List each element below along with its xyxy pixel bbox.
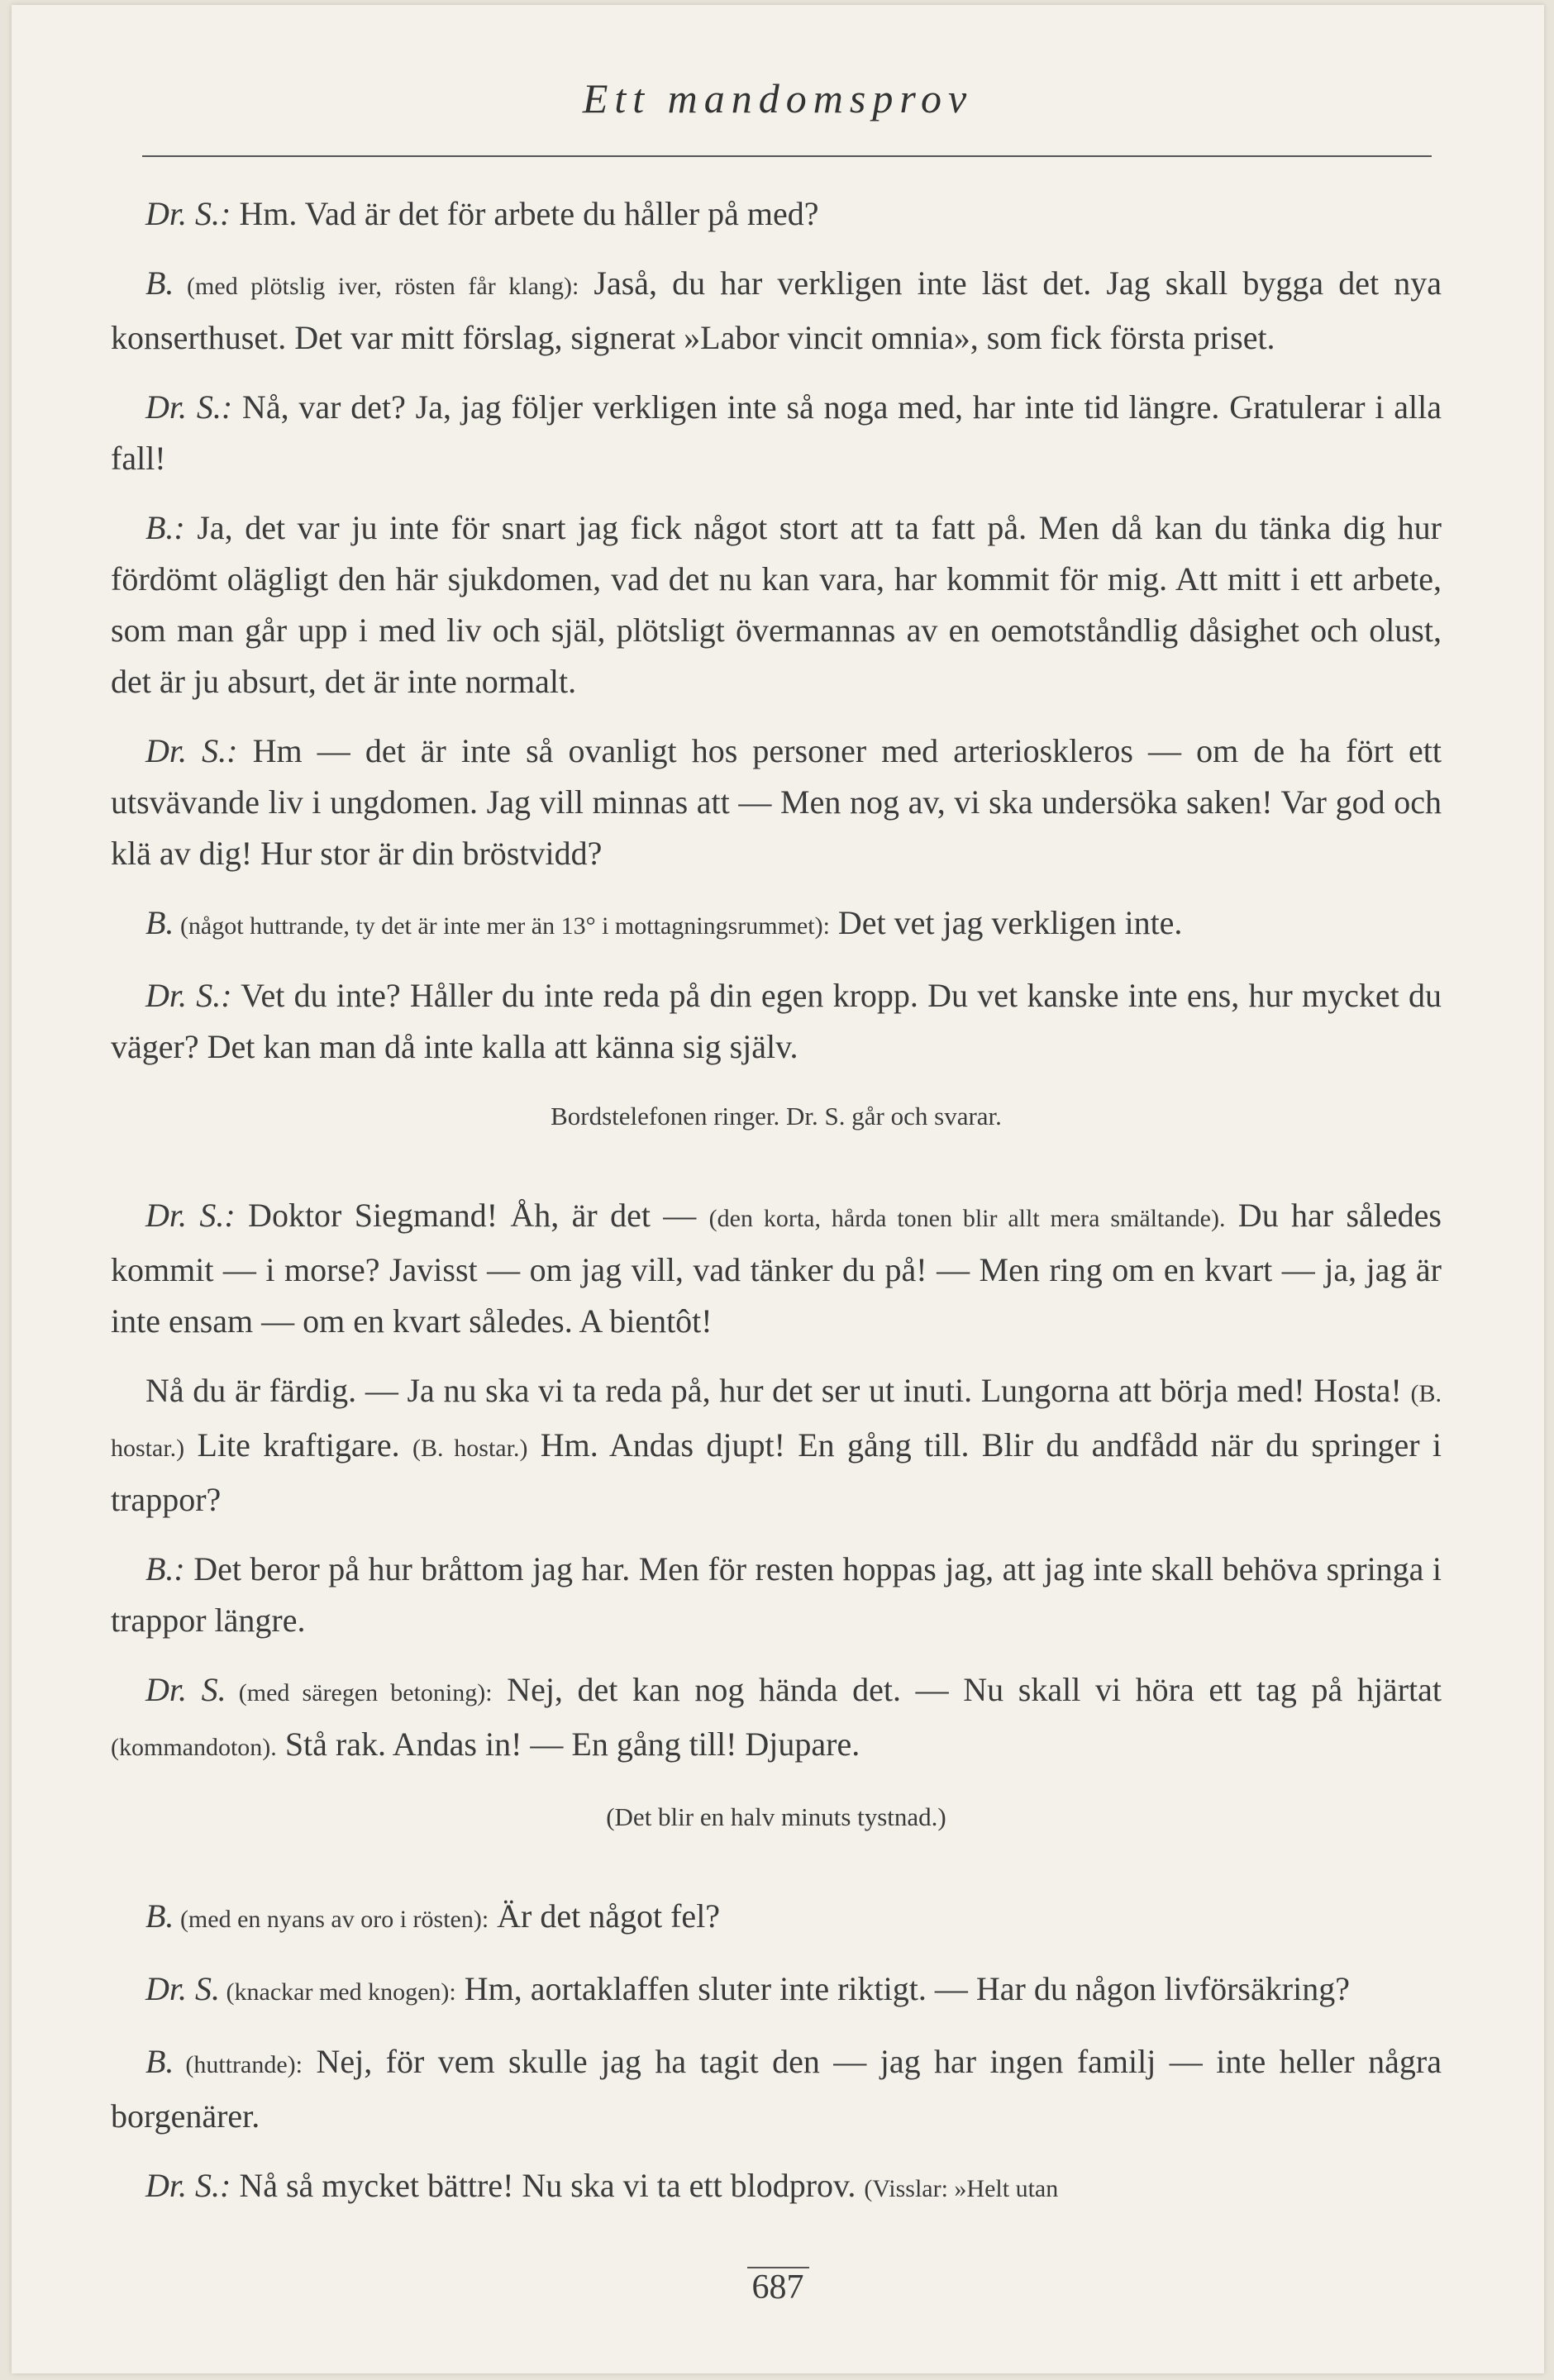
- stage-direction: (B. hostar.): [412, 1435, 528, 1462]
- dialogue-text: Det vet jag verkligen inte.: [829, 904, 1183, 941]
- stage-direction: (något huttrande, ty det är inte mer än 13° i mottagningsrummet):: [174, 912, 830, 940]
- dialogue-paragraph: [111, 502, 1442, 707]
- dialogue-text: Jaså, du har verkligen inte läst det. Jag skall bygga det nya konserthuset. Det var mitt förslag, signerat »Labor vincit omnia», som fick första priset.: [111, 264, 1442, 356]
- dialogue-text: Nå så mycket bättre! Nu ska vi ta ett blodprov.: [231, 2167, 865, 2204]
- speaker-label: Dr. S.:: [145, 2167, 231, 2204]
- dialogue-text: Nej, för vem skulle jag ha tagit den — jag har ingen familj — inte heller några borgenärer.: [111, 2043, 1442, 2135]
- speaker-label: Dr. S.: [145, 1671, 226, 1708]
- speaker-label: Dr. S.:: [145, 195, 231, 232]
- speaker-label: B.:: [145, 1550, 185, 1587]
- dialogue-text: Hm. Andas djupt! En gång till. Blir du andfådd när du springer i trappor?: [111, 1426, 1442, 1518]
- dialogue-text: Hm, aortaklaffen sluter inte riktigt. — Har du någon livförsäkring?: [455, 1970, 1350, 2007]
- stage-direction-centered: Bordstelefonen ringer. Dr. S. går och svarar.: [551, 1102, 1002, 1130]
- stage-direction: (med plötslig iver, rösten får klang):: [174, 273, 579, 300]
- speaker-label: B.: [145, 2043, 174, 2080]
- stage-direction: (kommandoton).: [111, 1734, 277, 1761]
- dialogue-paragraph: [111, 970, 1442, 1073]
- stage-direction: (B. hostar.): [111, 1380, 1442, 1462]
- spacer: [111, 1866, 1442, 1891]
- stage-direction-centered: (Det blir en halv minuts tystnad.): [606, 1802, 946, 1831]
- dialogue-paragraph: [111, 1544, 1442, 1646]
- speaker-label: Dr. S.:: [145, 1197, 236, 1234]
- dialogue-paragraph: [111, 1963, 1442, 2018]
- dialogue-text: Nå, var det? Ja, jag följer verkligen inte så noga med, har inte tid längre. Gratulerar i alla fall!: [111, 388, 1442, 477]
- dialogue-text: Hm. Vad är det för arbete du håller på med?: [231, 195, 819, 232]
- page-number: 687: [747, 2267, 809, 2306]
- speaker-label: Dr. S.:: [145, 388, 233, 426]
- dialogue-text: Ja, det var ju inte för snart jag fick något stort att ta fatt på. Men då kan du tänka dig hur fördömt olägligt den här sjukdomen, vad det nu kan vara, har kommit för mig. Att mitt i ett arbete, som man går upp i med liv och själ, plötsligt övermannas av en oemotståndlig dåsighet och olust, det är ju absurt, det är inte normalt.: [111, 509, 1442, 700]
- dialogue-paragraph: [111, 1891, 1442, 1945]
- dialogue-text: Hm — det är inte så ovanligt hos personer med arterioskleros — om de ha fört ett utsvävande liv i ungdomen. Jag vill minnas att — Men nog av, vi ska undersöka saken! Var god och klä av dig! Hur stor är din bröstvidd?: [111, 732, 1442, 872]
- stage-direction: (Visslar: »Helt utan: [864, 2175, 1059, 2202]
- header-rule: [142, 155, 1432, 157]
- dialogue-paragraph: [111, 2036, 1442, 2142]
- dialogue-text: Vet du inte? Håller du inte reda på din egen kropp. Du vet kanske inte ens, hur mycket du väger? Det kan man då inte kalla att känna sig själv.: [111, 977, 1442, 1065]
- stage-direction: (huttrande):: [174, 2051, 303, 2078]
- dialogue-paragraph: [111, 2160, 1442, 2215]
- speaker-label: Dr. S.:: [145, 977, 232, 1014]
- speaker-label: B.: [145, 904, 174, 941]
- speaker-label: B.: [145, 1897, 174, 1935]
- dialogue-paragraph: [111, 382, 1442, 484]
- dialogue-paragraph: [111, 1664, 1442, 1773]
- speaker-label: B.:: [145, 509, 185, 546]
- dialogue-text: Du har således kommit — i morse? Javisst — om jag vill, vad tänker du på! — Men ring om en kvart — ja, jag är inte ensam — om en kvart således. A bientôt!: [111, 1197, 1442, 1340]
- speaker-label: Dr. S.: [145, 1970, 221, 2007]
- spacer: [111, 1165, 1442, 1190]
- dialogue-paragraph: [111, 897, 1442, 952]
- dialogue-text: Lite kraftigare.: [184, 1426, 412, 1464]
- dialogue-text: Doktor Siegmand! Åh, är det —: [235, 1197, 709, 1234]
- dialogue-paragraph: [111, 188, 1442, 240]
- stage-direction: (med en nyans av oro i rösten):: [174, 1906, 489, 1933]
- stage-direction: (den korta, hårda tonen blir allt mera smältande).: [708, 1205, 1226, 1232]
- stage-direction: (knackar med knogen):: [220, 1978, 456, 2006]
- dialogue-text: Är det något fel?: [489, 1897, 721, 1935]
- dialogue-text: Det beror på hur bråttom jag har. Men för resten hoppas jag, att jag inte skall behöva springa i trappor längre.: [111, 1550, 1442, 1639]
- book-page: [12, 5, 1544, 2373]
- dialogue-paragraph: [111, 726, 1442, 879]
- dialogue-paragraph: [111, 1365, 1442, 1526]
- speaker-label: B.: [145, 264, 174, 302]
- stage-direction: (med säregen betoning):: [226, 1679, 493, 1706]
- dialogue-text: Stå rak. Andas in! — En gång till! Djupare.: [276, 1726, 860, 1763]
- page-number-footer: [12, 2268, 1544, 2307]
- speaker-label: Dr. S.:: [145, 732, 238, 769]
- dialogue-paragraph: [111, 258, 1442, 364]
- dialogue-paragraph: [111, 1190, 1442, 1347]
- page-body: [111, 188, 1442, 2233]
- dialogue-text: Nej, det kan nog hända det. — Nu skall vi höra ett tag på hjärtat: [492, 1671, 1442, 1708]
- dialogue-text: Nå du är färdig. — Ja nu ska vi ta reda på, hur det ser ut inuti. Lungorna att börja med! Hosta!: [145, 1372, 1411, 1409]
- running-title: Ett mandomsprov: [582, 75, 974, 121]
